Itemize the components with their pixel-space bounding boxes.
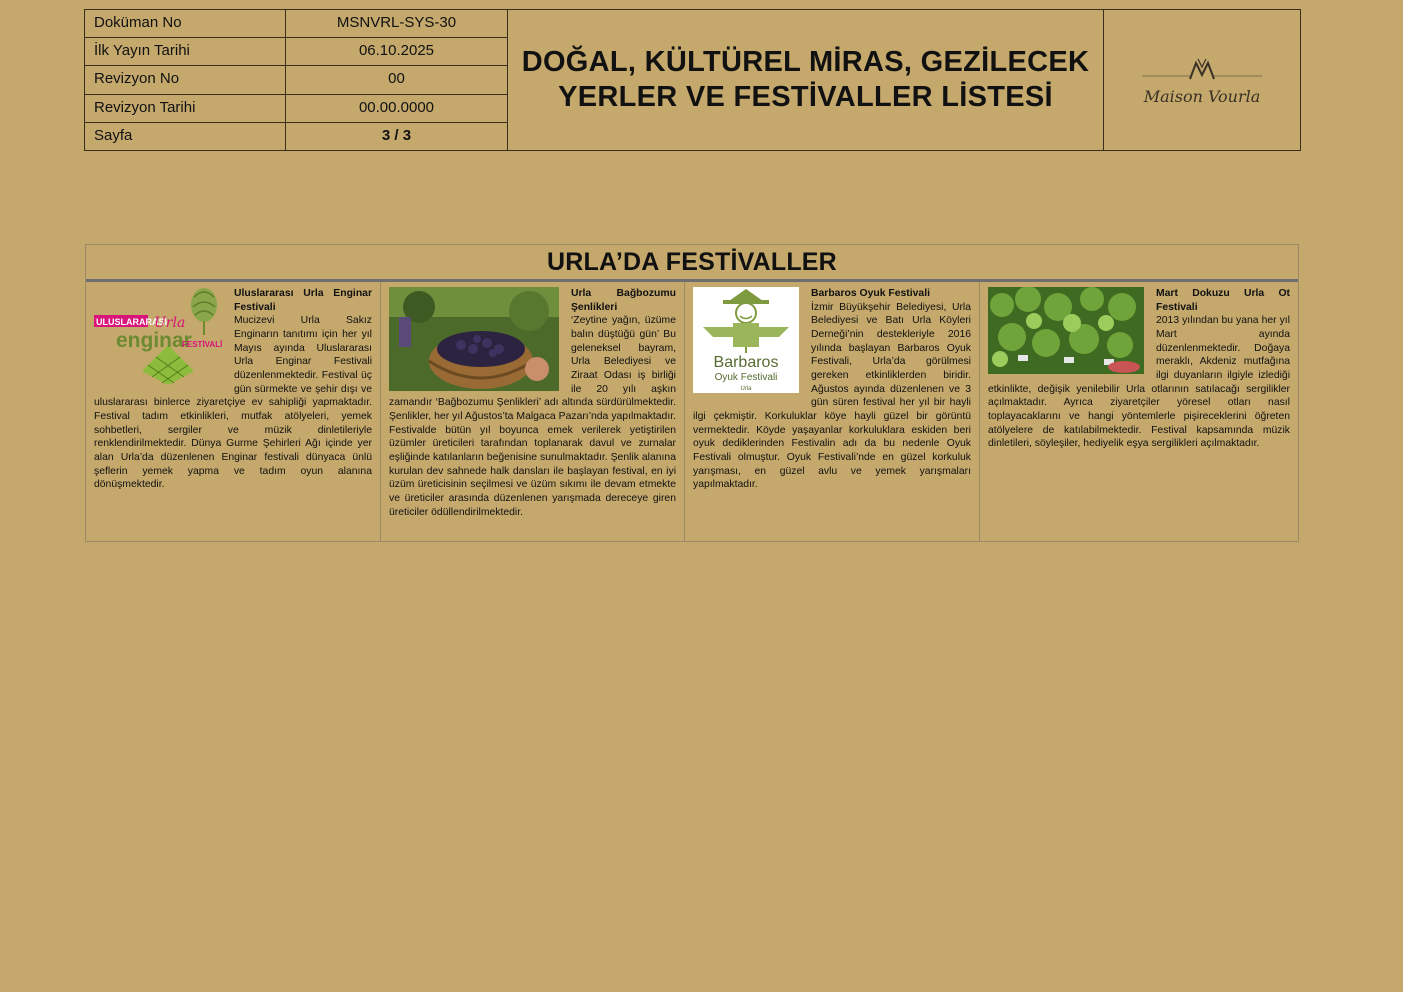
artichoke-logo-word: Urla	[154, 315, 186, 331]
meta-row-page	[85, 123, 507, 150]
scarecrow-logo-word: Urla	[740, 386, 752, 392]
festival-name: Barbaros Oyuk Festivali	[811, 288, 930, 299]
festival-name: Urla Bağbozumu Şenlikleri	[571, 288, 676, 313]
meta-row-document-no	[85, 10, 507, 38]
brand-logo-text: Maison Vourla	[1143, 86, 1261, 106]
document-title: DOĞAL, KÜLTÜREL MİRAS, GEZİLECEK YERLER VE FESTİVALLER LİSTESİ	[521, 46, 1090, 113]
artichoke-festival-logo-icon	[94, 287, 222, 385]
meta-row-revision-no	[85, 66, 507, 94]
scarecrow-logo-word: Barbaros	[713, 354, 779, 371]
meta-label: Revizyon Tarihi	[85, 95, 286, 122]
festivals-columns	[86, 282, 1298, 541]
festival-description: Mucizevi Urla Sakız Enginarın tanıtımı için her yıl Mayıs ayında Uluslararası Urla Enginar Festivali düzenlenmektedir. Festival üç gün sürmekte ve şehir dışı ve uluslararası binlerce ziyaretçiye ev sahipliği yapmaktadır. Festival tadım etkinlikleri, mutfak atölyeleri, yemek sohbetleri, sergiler ve müzik dinletileriyle renklendirilmektedir. Dünya Gurme Şehirleri Ağı içinde yer alan Urla’da düzenlenen Enginar festivali dünyaca ünlü şeflerin yemek yapma ve tadım oyun alanına dönüşmektedir.	[94, 315, 372, 491]
festivals-heading: URLA’DA FESTİVALLER	[86, 245, 1298, 282]
festivals-section	[85, 244, 1299, 542]
artichoke-logo-word: enginar	[116, 329, 192, 352]
brand-logo-cell	[1104, 10, 1300, 150]
meta-value: 06.10.2025	[358, 42, 435, 60]
festival-description: ‘Zeytine yağın, üzüme balın düştüğü gün’ Bu geleneksel bayram, Urla Belediyesi ve Ziraat Odası iş birliği ile 20 yılı aşkın zamandır ‘Bağbozumu Şenlikleri’ adı altında sürdürülmektedir. Şenlikler, her yıl Ağustos’ta Malgaca Pazarı’nda yapılmaktadır. Festivalde bütün yıl boyunca emek verilerek yetiştirilen üzümler üreticileri tarafından toplanarak davul ve zurnalar eşliğinde katılanların beğenisine sunulmaktadır. Şenlik alanına kurulan dev sahnede halk dansları ile başlayan festival, en iyi üzüm üreticisinin seçilmesi ve üzüm sıkımı ile devam etmekte ve üreticiler arasında düzenlenen yarışmada dereceye giren üreticiler ödüllendirilmektedir.	[389, 315, 676, 518]
festival-card-herbs	[980, 282, 1298, 541]
festival-description: 2013 yılından bu yana her yıl Mart ayında düzenlenmektedir. Doğaya meraklı, Akdeniz mutfağına ilgi duyanların ilgiyle izlediği etkinlikte, değişik yenilebilir Urla otlarının satılacağı sergilikler açılmaktadır. Ayrıca ziyaretçiler yöresel otları nasıl toplayacaklarını ve hangi yöntemlerle pişireceklerini öğreten atölyelere de katılabilmektedir. Festival kapsamında müzik dinletileri, söyleşiler, hediyelik eşya sergilikleri açılmaktadır.	[988, 315, 1290, 450]
meta-value: 00	[388, 70, 405, 88]
document-header	[84, 9, 1301, 151]
herb-market-photo-icon	[988, 287, 1144, 374]
festival-description: İzmir Büyükşehir Belediyesi, Urla Belediyesi ve Batı Urla Köyleri Derneği’nin destekleriyle 2016 yılında başlayan Barbaros Oyuk Festivali, Urla’da görülmesi gereken etkinliklerden biridir. Ağustos ayında düzenlenen ve 3 gün süren festival her yıl bir hayli ilgi çekmiştir. Korkuluklar köye hayli güzel bir görüntü vermektedir. Köyde yaşayanlar korkuluklara eskiden beri oyuk dediklerinden Festivalin adı da bu nedenle Oyuk Festivali olmuştur. Oyuk Festivali’nde en güzel korkuluk yarışması, en güzel avlu ve yemek yarışmaları yapılmaktadır.	[693, 301, 971, 491]
festival-name: Mart Dokuzu Urla Ot Festivali	[1156, 288, 1290, 313]
scarecrow-logo-word: Oyuk Festivali	[714, 372, 778, 383]
artichoke-logo-word: ULUSLARARASI	[96, 317, 167, 327]
maison-vourla-mark-icon	[1140, 55, 1264, 85]
document-title-cell	[508, 10, 1104, 150]
meta-value: 3 / 3	[381, 126, 412, 144]
meta-label: İlk Yayın Tarihi	[85, 38, 286, 65]
scarecrow-festival-logo-icon	[693, 287, 799, 393]
festival-name: Uluslararası Urla Enginar Festivali	[234, 288, 372, 313]
brand-logo	[1140, 55, 1264, 106]
festival-card-scarecrow	[685, 282, 980, 541]
meta-row-first-publish-date	[85, 38, 507, 66]
document-meta-table	[85, 10, 508, 150]
festival-card-artichoke	[86, 282, 381, 541]
meta-value: 00.00.0000	[358, 98, 435, 116]
meta-row-revision-date	[85, 95, 507, 123]
meta-value: MSNVRL-SYS-30	[336, 14, 457, 31]
festival-card-harvest	[381, 282, 685, 541]
meta-label: Revizyon No	[85, 66, 286, 93]
meta-label: Doküman No	[85, 10, 286, 37]
artichoke-logo-word: FESTİVALİ	[182, 340, 222, 349]
grape-harvest-photo-icon	[389, 287, 559, 391]
meta-label: Sayfa	[85, 123, 286, 150]
